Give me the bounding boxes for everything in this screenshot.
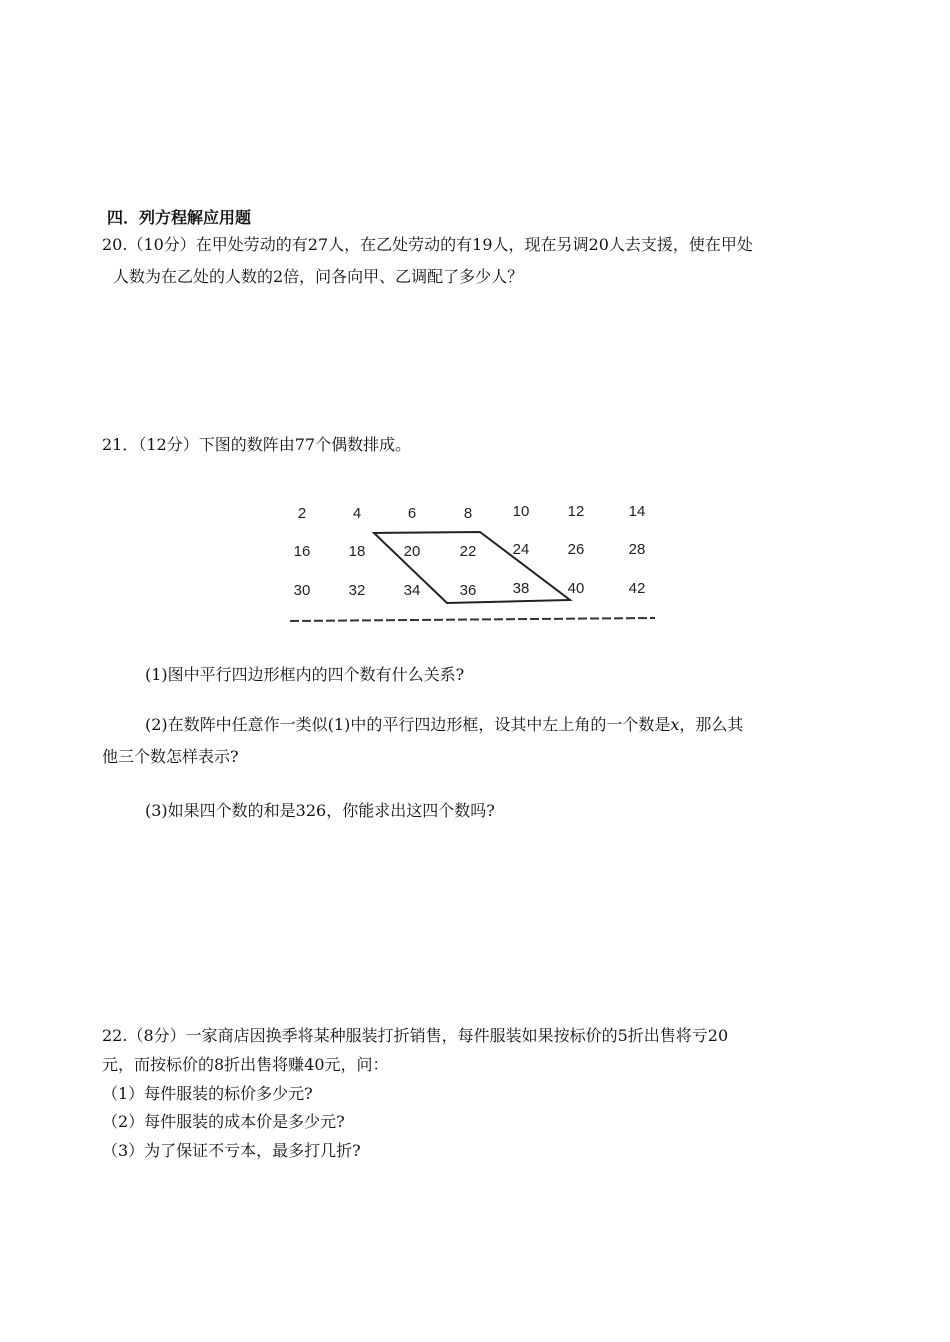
- number-array-grid: [294, 503, 646, 599]
- q20-line1: 20.（10分）在甲处劳动的有27人，在乙处劳动的有19人，现在另调20人去支援，使在甲处: [102, 235, 753, 254]
- q21-sub1: (1)图中平行四边形框内的四个数有什么关系?: [145, 665, 465, 684]
- q22-line1: 22.（8分）一家商店因换季将某种服装打折销售，每件服装如果按标价的5折出售将亏20: [102, 1026, 729, 1045]
- grid-cell-0-1: 4: [352, 505, 362, 522]
- grid-cell-2-2: 34: [403, 582, 421, 599]
- grid-cell-2-5: 40: [567, 580, 585, 597]
- grid-cell-2-0: 30: [293, 582, 311, 599]
- q22-sub2: （2）每件服装的成本价是多少元?: [102, 1112, 345, 1131]
- grid-cell-0-3: 8: [463, 505, 473, 522]
- grid-cell-1-5: 26: [567, 541, 585, 558]
- grid-cell-0-6: 14: [628, 503, 646, 520]
- q21-sub2-line2: 他三个数怎样表示?: [102, 747, 239, 766]
- grid-cell-0-4: 10: [512, 503, 530, 520]
- grid-cell-2-3: 36: [459, 582, 477, 599]
- q21-intro: 21．（12分）下图的数阵由77个偶数排成。: [102, 435, 412, 454]
- grid-cell-1-2: 20: [403, 543, 421, 560]
- grid-cell-0-0: 2: [297, 505, 307, 522]
- q22-line2: 元，而按标价的8折出售将赚40元，问：: [102, 1055, 389, 1074]
- grid-cell-1-1: 18: [348, 543, 366, 560]
- q22-sub1: （1）每件服装的标价多少元?: [102, 1084, 313, 1103]
- grid-cell-1-4: 24: [512, 541, 530, 558]
- q22-sub3: （3）为了保证不亏本，最多打几折?: [102, 1141, 361, 1160]
- q20-line2: 人数为在乙处的人数的2倍，问各向甲、乙调配了多少人？: [113, 267, 524, 286]
- grid-cell-0-5: 12: [567, 503, 585, 520]
- q21-sub2-line1: [145, 714, 743, 736]
- q21-sub3: (3)如果四个数的和是326，你能求出这四个数吗?: [145, 801, 495, 820]
- grid-cell-2-4: 38: [512, 580, 530, 597]
- grid-cell-1-6: 28: [628, 541, 646, 558]
- grid-cell-1-3: 22: [459, 543, 477, 560]
- dashed-continuation-line: [290, 618, 655, 621]
- number-array-figure: [280, 490, 670, 630]
- grid-cell-2-6: 42: [628, 580, 646, 597]
- q21-sub2-tail: ，那么其: [679, 715, 744, 734]
- grid-cell-2-1: 32: [348, 582, 366, 599]
- grid-cell-1-0: 16: [293, 543, 311, 560]
- section-title: 四．列方程解应用题: [107, 208, 252, 227]
- grid-cell-0-2: 6: [407, 505, 417, 522]
- q21-sub2-text: (2)在数阵中任意作一类似(1)中的平行四边形框，设其中左上角的一个数是: [145, 715, 671, 734]
- q21-sub2-variable: x: [670, 715, 680, 734]
